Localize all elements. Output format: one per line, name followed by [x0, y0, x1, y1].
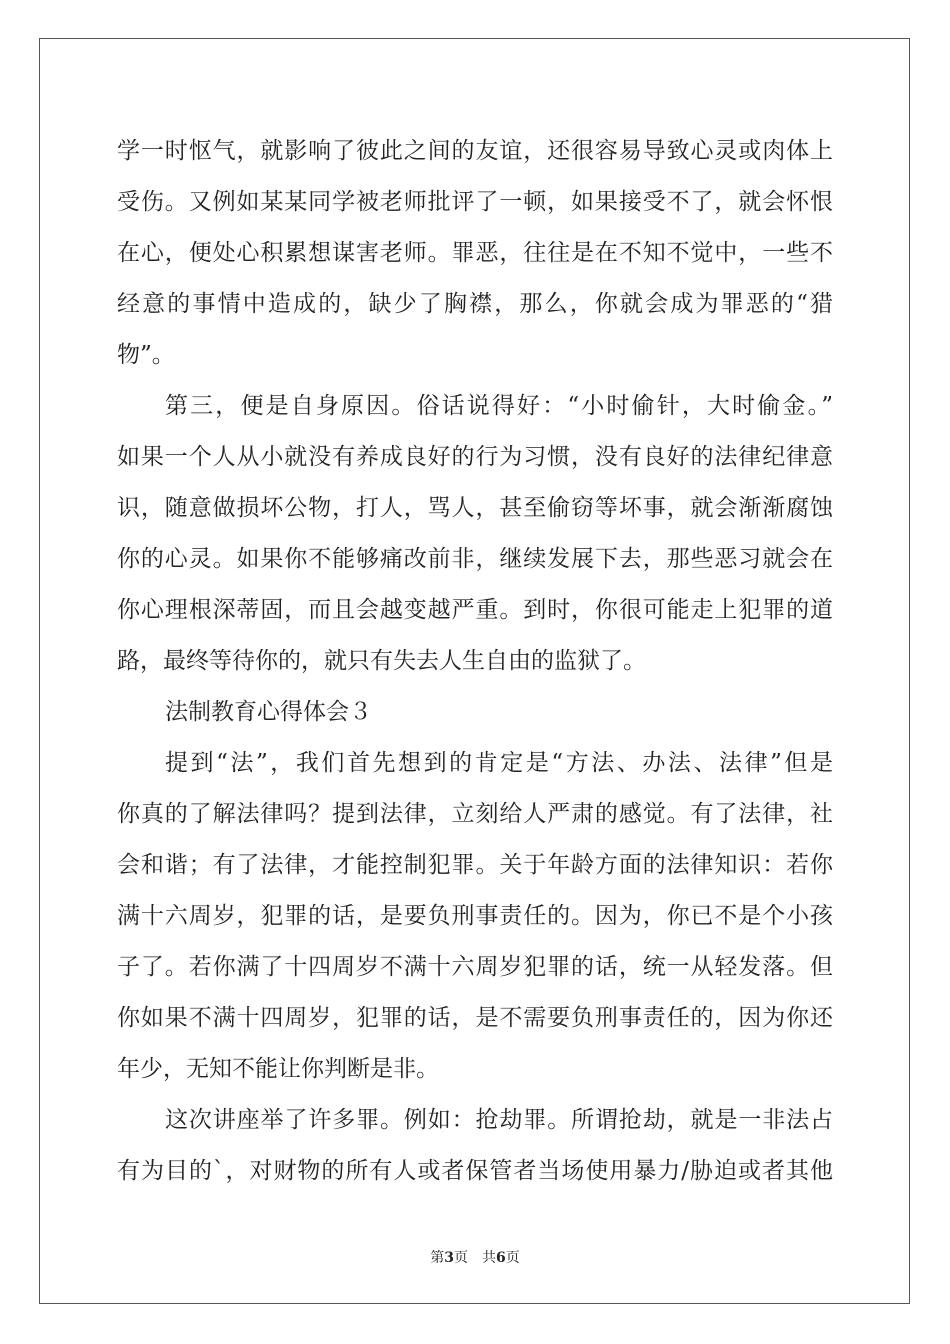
text-line: 有为目的`，对财物的所有人或者保管者当场使用暴力/胁迫或者其他 [117, 1158, 833, 1184]
text-line: 经意的事情中造成的，缺少了胸襟，那么，你就会成为罪恶的“猎 [117, 291, 833, 317]
text-line: 你如果不满十四周岁，犯罪的话，是不需要负刑事责任的，因为你还 [117, 1005, 833, 1031]
text-line: 法制教育心得体会３ [165, 699, 372, 725]
document-body [117, 126, 833, 1197]
footer-total-suffix: 页 [505, 1250, 520, 1266]
text-line: 你心理根深蒂固，而且会越变越严重。到时，你很可能走上犯罪的道 [117, 597, 833, 623]
text-line: 在心，便处心积累想谋害老师。罪恶，往往是在不知不觉中，一些不 [117, 240, 833, 266]
footer-page-prefix: 第 [430, 1250, 445, 1266]
text-line: 如果一个人从小就没有养成良好的行为习惯，没有良好的法律纪律意 [117, 444, 833, 470]
footer-page-number: 3 [444, 1250, 454, 1266]
text-line: 年少，无知不能让你判断是非。 [117, 1056, 439, 1082]
text-line: 会和谐；有了法律，才能控制犯罪。关于年龄方面的法律知识：若你 [117, 852, 833, 878]
text-line: 路，最终等待你的，就只有失去人生自由的监狱了。 [117, 648, 646, 674]
footer-total-number: 6 [496, 1250, 506, 1266]
text-line: 满十六周岁，犯罪的话，是要负刑事责任的。因为，你已不是个小孩 [117, 903, 833, 929]
text-line: 第三，便是自身原因。俗话说得好：“小时偷针，大时偷金。” [165, 393, 833, 419]
text-line: 物”。 [117, 342, 175, 368]
footer-page-suffix: 页 [454, 1250, 468, 1266]
text-line: 提到“法”，我们首先想到的肯定是“方法、办法、法律”但是 [165, 750, 833, 776]
page-footer [0, 1247, 950, 1267]
text-line: 子了。若你满了十四周岁不满十六周岁犯罪的话，统一从轻发落。但 [117, 954, 833, 980]
text-line: 你真的了解法律吗？提到法律，立刻给人严肃的感觉。有了法律，社 [117, 801, 833, 827]
text-line: 受伤。又例如某某同学被老师批评了一顿，如果接受不了，就会怀恨 [117, 189, 833, 215]
text-line: 这次讲座举了许多罪。例如：抢劫罪。所谓抢劫，就是一非法占 [165, 1107, 833, 1133]
text-line: 你的心灵。如果你不能够痛改前非，继续发展下去，那些恶习就会在 [117, 546, 833, 572]
text-line: 识，随意做损坏公物，打人，骂人，甚至偷窃等坏事，就会渐渐腐蚀 [117, 495, 833, 521]
footer-total-prefix: 共 [482, 1250, 496, 1266]
text-line: 学一时怄气，就影响了彼此之间的友谊，还很容易导致心灵或肉体上 [117, 138, 833, 164]
